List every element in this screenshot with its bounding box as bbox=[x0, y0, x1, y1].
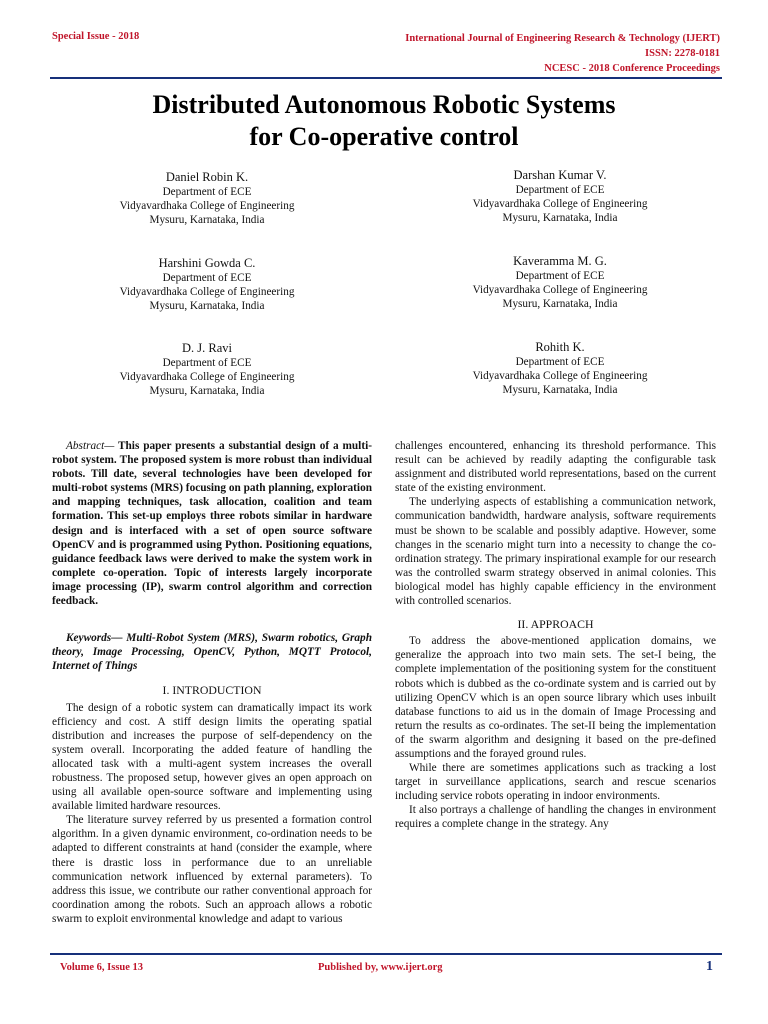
keywords: Keywords— Multi-Robot System (MRS), Swarm robotics, Graph theory, Image Processing, OpenCV, Python, MQTT Protocol, Internet of Things bbox=[52, 632, 372, 673]
conference-name: NCESC - 2018 Conference Proceedings bbox=[544, 63, 720, 74]
author-block bbox=[410, 339, 710, 398]
author-city: Mysuru, Karnataka, India bbox=[502, 298, 618, 311]
author-dept: Department of ECE bbox=[515, 184, 605, 196]
author-city: Mysuru, Karnataka, India bbox=[149, 214, 265, 227]
author-city: Mysuru, Karnataka, India bbox=[149, 300, 265, 313]
author-city: Mysuru, Karnataka, India bbox=[502, 212, 618, 225]
author-name: Harshini Gowda C. bbox=[158, 256, 256, 270]
volume-issue: Volume 6, Issue 13 bbox=[60, 962, 144, 973]
section-heading-approach: II. APPROACH bbox=[517, 617, 594, 632]
author-name: Rohith K. bbox=[535, 340, 585, 354]
paragraph: It also portrays a challenge of handling the changes in environment requires a complete change in the strategy. Any bbox=[395, 804, 716, 831]
left-column bbox=[52, 439, 372, 926]
journal-issn: ISSN: 2278-0181 bbox=[645, 48, 720, 59]
paper-title bbox=[60, 89, 708, 153]
title-line-2: for Co-operative control bbox=[249, 122, 519, 151]
author-dept: Department of ECE bbox=[162, 272, 252, 284]
author-dept: Department of ECE bbox=[162, 186, 252, 198]
paragraph: The underlying aspects of establishing a communication network, communication bandwidth, hardware analysis, software requirements must be shown to be scalable and possibly adaptive. However, some changes in the scenario might turn into a necessity to change the co-ordination strategy. The primary inspirational example for our research was the controlled swarm strategy observed in animal colonies. This biological model has highly capable efficiency in the environment with controlled scenarios. bbox=[395, 496, 716, 608]
paragraph: To address the above-mentioned application domains, we generalize the approach into two main sets. The set-I being, the complete implementation of the positioning system for the constituent robots which is dubbed as the co-ordinate system and is carried out by utilizing OpenCV which is an open source library which uses inbuilt database functions to aid us in the domain of Image Processing and return the results as co-ordinates. The set-II being the implementation of the swarm algorithm and designing it based on the pre-defined assumptions and the forayed ground rules. bbox=[395, 635, 716, 760]
author-college: Vidyavardhaka College of Engineering bbox=[119, 200, 295, 213]
right-column bbox=[395, 439, 716, 832]
author-name: Kaveramma M. G. bbox=[513, 254, 607, 268]
author-block bbox=[57, 340, 357, 399]
title-line-1: Distributed Autonomous Robotic Systems bbox=[152, 90, 616, 119]
special-issue-label: Special Issue - 2018 bbox=[52, 31, 140, 42]
paragraph: The design of a robotic system can dramatically impact its work efficiency and cost. A stiff design limits the operating spatial distribution and increases the purpose of self-dependency on the system overall. Incorporating the added feature of handling the allocated task with a multi-agent system increases the overall robustness. The proposed setup, however gives an open approach on using all available open-source software and implementing using available limited hardware resources. bbox=[52, 701, 372, 813]
author-block bbox=[410, 253, 710, 312]
author-city: Mysuru, Karnataka, India bbox=[502, 384, 618, 397]
page-number: 1 bbox=[706, 959, 713, 974]
author-college: Vidyavardhaka College of Engineering bbox=[472, 198, 648, 211]
paragraph: The literature survey referred by us presented a formation control algorithm. In a given dynamic environment, co-ordination needs to be adapted to different constraints at hand (consider the example, where there is drastic loss in performance due to an unreliable communication network influenced by external parameters). To address this issue, we contribute our rather conventional approach for coordination among the robots. Such an approach allows a robotic swarm to exploit environmental knowledge and adapt to various bbox=[52, 814, 372, 925]
journal-name: International Journal of Engineering Research & Technology (IJERT) bbox=[405, 33, 720, 44]
publisher-link[interactable]: Published by, www.ijert.org bbox=[318, 962, 443, 973]
footer-rule bbox=[50, 953, 722, 955]
journal-header bbox=[405, 31, 720, 76]
section-heading-introduction: I. INTRODUCTION bbox=[162, 683, 262, 698]
author-college: Vidyavardhaka College of Engineering bbox=[472, 370, 648, 383]
abstract-text: This paper presents a substantial design of a multi-robot system. The proposed system is more robust than individual robots. Till date, several technologies have been developed for multi-robot systems (MRS) focusing on path planning, exploration and mapping techniques, task allocation, coalition and team formation. This set-up employs three robots similar in hardware design and is interfaced with a set of open source software OpenCV and is programmed using Python. Positioning equations, guidance feedback laws were derived to make the system work in complete co-operation. Topic of interests largely incorporate image processing (IP), swarm control algorithm and correction feedback. bbox=[52, 440, 372, 608]
header-rule bbox=[50, 77, 722, 79]
author-name: D. J. Ravi bbox=[182, 341, 232, 355]
author-college: Vidyavardhaka College of Engineering bbox=[472, 284, 648, 297]
author-dept: Department of ECE bbox=[515, 356, 605, 368]
author-block bbox=[57, 169, 357, 228]
author-dept: Department of ECE bbox=[162, 357, 252, 369]
author-name: Darshan Kumar V. bbox=[513, 168, 607, 182]
author-city: Mysuru, Karnataka, India bbox=[149, 385, 265, 398]
author-block bbox=[57, 255, 357, 314]
abstract-label: Abstract— bbox=[66, 440, 115, 452]
author-block bbox=[410, 167, 710, 226]
author-college: Vidyavardhaka College of Engineering bbox=[119, 371, 295, 384]
author-dept: Department of ECE bbox=[515, 270, 605, 282]
paragraph: While there are sometimes applications such as tracking a lost target in surveillance applications, search and rescue scenarios including service robots operating in indoor environments. bbox=[395, 762, 716, 803]
abstract bbox=[52, 439, 372, 608]
author-name: Daniel Robin K. bbox=[165, 170, 249, 184]
author-college: Vidyavardhaka College of Engineering bbox=[119, 286, 295, 299]
paragraph: challenges encountered, enhancing its threshold performance. This result can be achieved by readily adapting the configurable task assignment and distributed world representations, based on the current state of the existing environment. bbox=[395, 440, 716, 495]
